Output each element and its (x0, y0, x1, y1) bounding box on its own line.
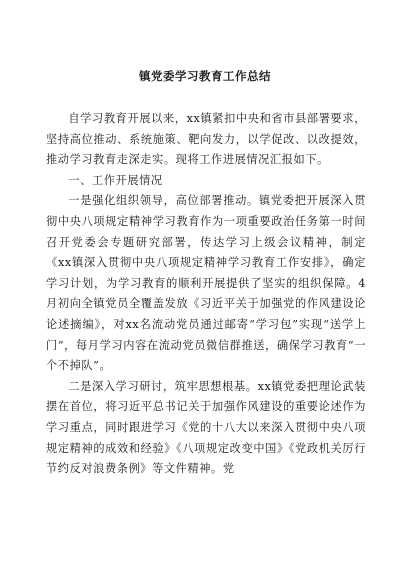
document-title: 镇党委学习教育工作总结 (139, 69, 271, 83)
paragraph-one: 一是强化组织领导，高位部署推动。镇党委把开展深入贯彻中央八项规定精神学习教育作为一项重要政治任务第一时间召开党委会专题研究部署，传达学习上级会议精神，制定《xx镇深入贯彻中央八项规定精神学习教育工作安排》，确定学习计划，为学习教育的顺利开展提供了坚实的组织保障。4月初向全镇党员全覆盖发放《习近平关于加强党的作风建设论论述摘编》，对xx名流动党员通过邮寄“学习包”实现“送学上门”，每月学习内容在流动党员微信群推送，确保学习教育“一个不掉队”。 (46, 194, 366, 373)
paragraph-two: 二是深入学习研讨，筑牢思想根基。xx镇党委把理论武装摆在首位，将习近平总书记关于加强作风建设的重要论述作为学习重点，同时跟进学习《党的十八大以来深入贯彻中央八项规定精神的成效和经验》《八项规定改变中国》《党政机关厉行节约反对浪费条例》等文件精神。党 (46, 379, 366, 476)
paragraph-intro: 自学习教育开展以来，xx镇紧扣中央和省市县部署要求，坚持高位推动、系统施策、靶向发力，以学促改、以改提效，推动学习教育走深走实。现将工作进展情况汇报如下。 (46, 112, 366, 167)
section-heading: 一、工作开展情况 (68, 173, 163, 187)
document-body (46, 109, 366, 480)
